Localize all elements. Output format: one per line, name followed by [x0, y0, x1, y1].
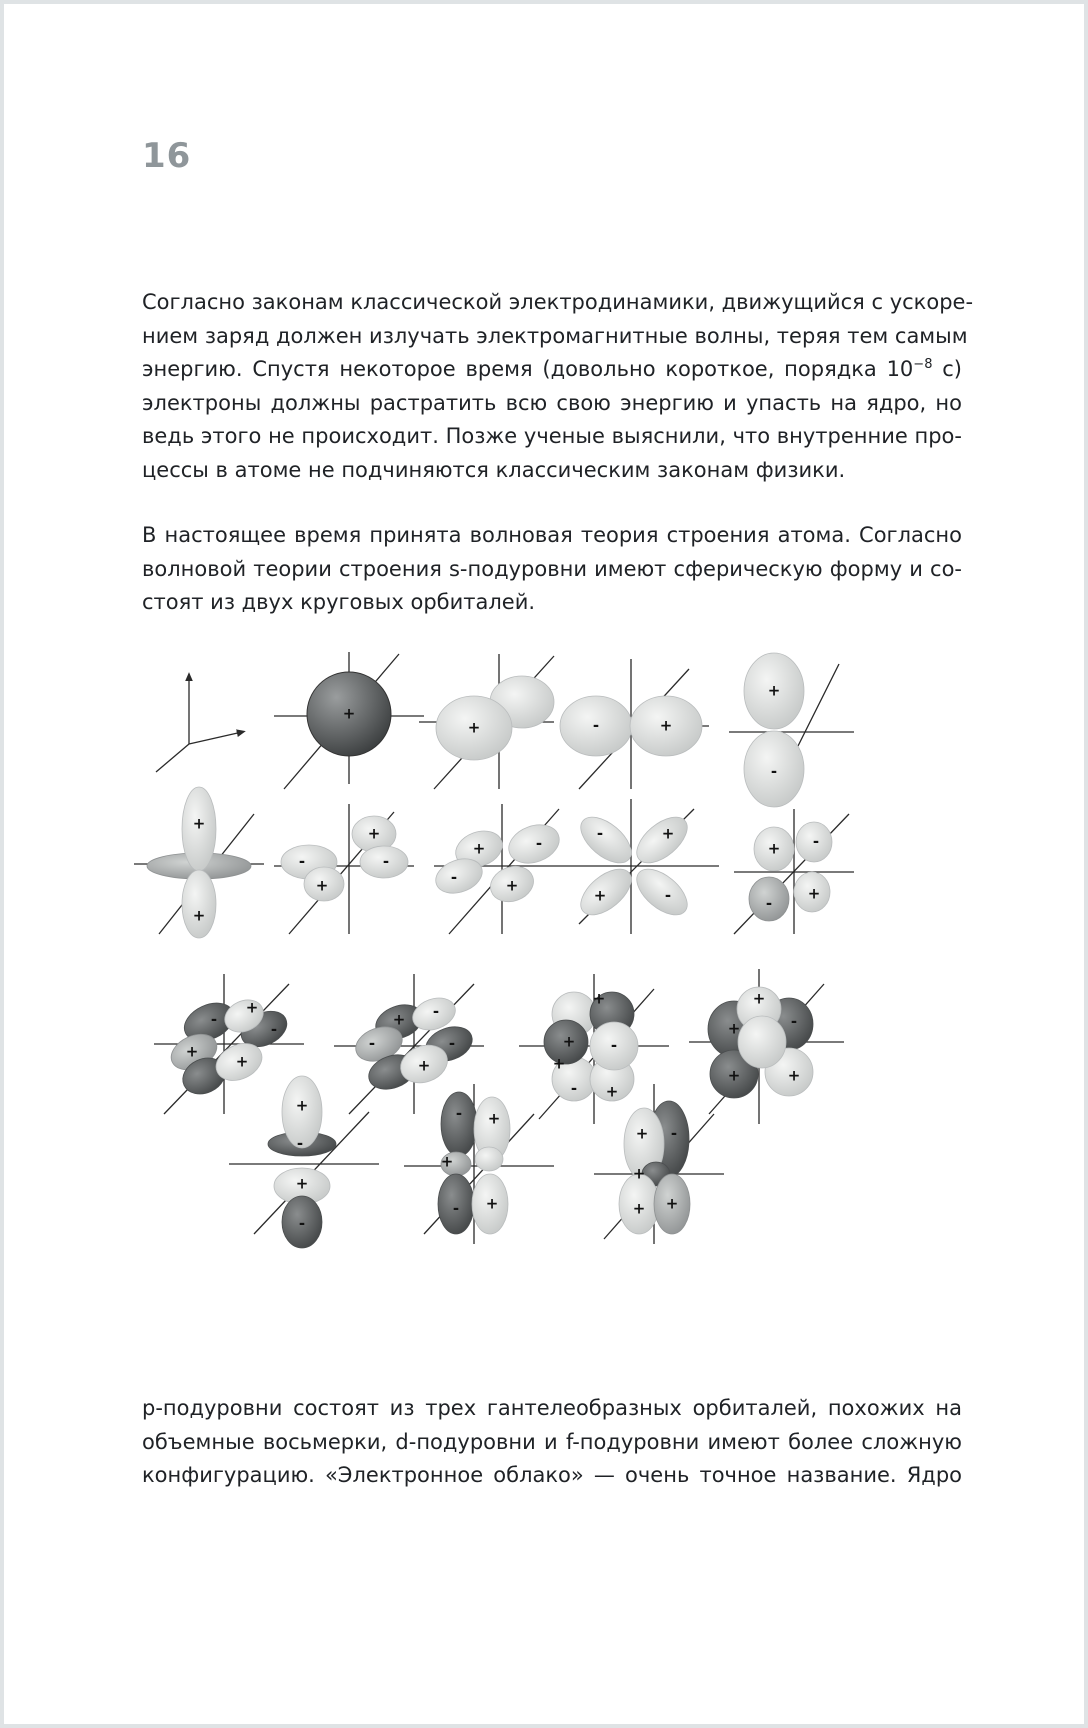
plus-sign: +	[727, 1066, 741, 1085]
plus-sign: +	[552, 1054, 566, 1073]
text-line: объемные восьмерки, d-подуровни и f-подуровни имеют более сложную	[142, 1429, 962, 1454]
plus-sign: +	[659, 716, 673, 735]
d-orbital-xy	[274, 804, 414, 934]
plus-sign: +	[592, 989, 606, 1008]
minus-sign: -	[670, 1124, 678, 1143]
minus-sign: -	[610, 1036, 618, 1055]
plus-sign: +	[787, 1066, 801, 1085]
paragraph-classical-electrodynamics	[142, 286, 974, 488]
orbitals-illustration	[134, 644, 954, 1334]
text-line: электроны должны растратить всю свою энергию и упасть на ядро, но	[142, 390, 962, 415]
plus-sign: +	[593, 886, 607, 905]
text-line: цессы в атоме не подчиняются классическим законам физики.	[142, 457, 846, 482]
d-orbital-xz	[734, 809, 854, 934]
plus-sign: +	[562, 1032, 576, 1051]
plus-sign: +	[665, 1194, 679, 1213]
minus-sign: -	[298, 1214, 306, 1233]
plus-sign: +	[767, 681, 781, 700]
plus-sign: +	[635, 1124, 649, 1143]
plus-sign: +	[185, 1042, 199, 1061]
plus-sign: +	[192, 814, 206, 833]
minus-sign: -	[535, 834, 543, 853]
minus-sign: -	[664, 886, 672, 905]
page-number: 16	[142, 136, 192, 176]
d-orbital-x2-y2	[573, 799, 719, 934]
minus-sign: -	[596, 824, 604, 843]
plus-sign: +	[807, 884, 821, 903]
plus-sign: +	[235, 1052, 249, 1071]
plus-sign: +	[632, 1199, 646, 1218]
plus-sign: +	[392, 1010, 406, 1029]
p-orbital-y	[560, 659, 709, 789]
minus-sign: -	[270, 1020, 278, 1039]
text-line	[142, 353, 962, 387]
f-orbital-3	[519, 974, 669, 1124]
f-orbital-1	[154, 974, 304, 1114]
minus-sign: -	[455, 1104, 463, 1123]
orbitals-figure	[134, 644, 954, 1334]
plus-sign: +	[192, 906, 206, 925]
plus-sign: +	[472, 839, 486, 858]
minus-sign: -	[368, 1034, 376, 1053]
text-line: волновой теории строения s-подуровни имеют сферическую форму и со-	[142, 556, 962, 581]
minus-sign: -	[296, 1134, 304, 1153]
minus-sign: -	[570, 1079, 578, 1098]
plus-sign: +	[632, 1164, 646, 1183]
text-line: нием заряд должен излучать электромагнитные волны, теряя тем самым	[142, 323, 968, 348]
p-orbital-z	[729, 653, 854, 807]
plus-sign: +	[342, 704, 356, 723]
d-orbital-z2	[134, 787, 264, 938]
plus-sign: +	[245, 998, 259, 1017]
minus-sign: -	[765, 894, 773, 913]
text-line: p-подуровни состоят из трех гантелеобразных орбиталей, похожих на	[142, 1396, 962, 1420]
paragraph-sublevels	[142, 1392, 962, 1493]
plus-sign: +	[295, 1174, 309, 1193]
minus-sign: -	[450, 868, 458, 887]
plus-sign: +	[367, 824, 381, 843]
minus-sign: -	[432, 1002, 440, 1021]
plus-sign: +	[767, 839, 781, 858]
plus-sign: +	[315, 876, 329, 895]
minus-sign: -	[812, 832, 820, 851]
text-line: В настоящее время принята волновая теория строения атома. Согласно	[142, 523, 962, 547]
d-orbital-yz	[431, 804, 574, 934]
plus-sign: +	[417, 1056, 431, 1075]
plus-sign: +	[467, 718, 481, 737]
minus-sign: -	[298, 852, 306, 871]
minus-sign: -	[770, 762, 778, 781]
plus-sign: +	[485, 1194, 499, 1213]
text-line: конфигурацию. «Электронное облако» — очень точное название. Ядро	[142, 1463, 962, 1488]
plus-sign: +	[661, 824, 675, 843]
minus-sign: -	[452, 1199, 460, 1218]
coordinate-axes	[156, 676, 242, 772]
book-page	[4, 4, 1084, 1724]
text-fragment: энергию. Спустя некоторое время (довольно короткое, порядка 10	[142, 357, 914, 382]
plus-sign: +	[487, 1109, 501, 1128]
plus-sign: +	[295, 1096, 309, 1115]
exponent: −8	[913, 357, 933, 373]
minus-sign: -	[382, 852, 390, 871]
f-orbital-4	[689, 969, 844, 1124]
f-orbital-7	[594, 1084, 724, 1244]
text-line: ведь этого не происходит. Позже ученые выяснили, что внутренние про-	[142, 424, 962, 449]
s-orbital	[274, 652, 424, 789]
paragraph-wave-theory	[142, 519, 962, 620]
plus-sign: +	[440, 1152, 454, 1171]
plus-sign: +	[752, 989, 766, 1008]
plus-sign: +	[727, 1019, 741, 1038]
text-line: Согласно законам классической электродинамики, движущийся с ускоре-	[142, 290, 974, 314]
minus-sign: -	[210, 1010, 218, 1029]
minus-sign: -	[448, 1034, 456, 1053]
plus-sign: +	[605, 1082, 619, 1101]
text-line: стоят из двух круговых орбиталей.	[142, 590, 536, 615]
f-orbital-5	[229, 1076, 379, 1248]
text-fragment: с)	[932, 357, 962, 382]
minus-sign: -	[790, 1012, 798, 1031]
p-orbital-x	[419, 654, 554, 789]
f-orbital-6	[404, 1084, 554, 1244]
minus-sign: -	[592, 716, 600, 735]
plus-sign: +	[505, 876, 519, 895]
